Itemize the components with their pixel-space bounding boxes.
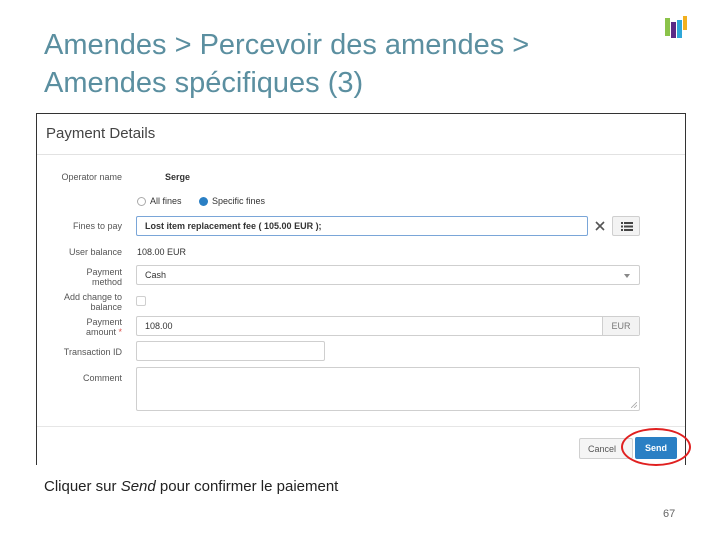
radio-all-fines-label: All fines	[150, 196, 182, 206]
payment-amount-value: 108.00	[145, 321, 173, 331]
page-number: 67	[663, 508, 676, 520]
payment-amount-input[interactable]	[136, 316, 640, 336]
fines-to-pay-value: Lost item replacement fee ( 105.00 EUR );	[145, 221, 322, 231]
add-change-checkbox[interactable]	[136, 296, 146, 306]
radio-specific-fines[interactable]	[199, 197, 208, 206]
radio-all-fines[interactable]	[137, 197, 146, 206]
user-balance-label: User balance	[68, 247, 122, 257]
dialog-title: Payment Details	[46, 125, 156, 142]
radio-specific-fines-label: Specific fines	[212, 196, 266, 206]
slide-caption: Cliquer sur Send pour confirmer le paiement	[44, 478, 339, 495]
cancel-button[interactable]: Cancel	[579, 438, 633, 459]
dialog-header	[37, 114, 685, 155]
list-icon	[621, 222, 633, 231]
clear-icon[interactable]	[594, 220, 606, 232]
logo-icon	[664, 14, 688, 40]
slide-title: Amendes > Percevoir des amendes > Amendes spécifiques (3)	[44, 29, 530, 99]
comment-label: Comment	[82, 373, 122, 383]
add-change-label: Add change to balance	[63, 292, 122, 312]
payment-method-value: Cash	[145, 270, 167, 280]
user-balance-value: 108.00 EUR	[137, 247, 187, 257]
resize-handle-icon[interactable]	[631, 402, 637, 408]
list-button[interactable]	[612, 216, 640, 236]
payment-details-dialog	[36, 113, 686, 465]
transaction-id-label: Transaction ID	[63, 347, 122, 357]
payment-method-label: Payment method	[86, 267, 122, 287]
dialog-footer	[37, 426, 685, 465]
operator-value: Serge	[165, 172, 191, 182]
comment-textarea[interactable]	[136, 367, 640, 411]
send-highlight-circle	[621, 428, 691, 466]
payment-method-select[interactable]	[136, 265, 640, 285]
required-marker: *	[118, 327, 122, 337]
currency-addon: EUR	[602, 317, 639, 335]
payment-amount-label: Payment amount *	[85, 317, 122, 337]
fines-to-pay-input[interactable]	[136, 216, 588, 236]
operator-label: Operator name	[61, 172, 122, 182]
transaction-id-input[interactable]	[136, 341, 325, 361]
chevron-down-icon	[624, 274, 630, 278]
send-button[interactable]: Send	[635, 437, 677, 459]
fines-to-pay-label: Fines to pay	[72, 221, 122, 231]
